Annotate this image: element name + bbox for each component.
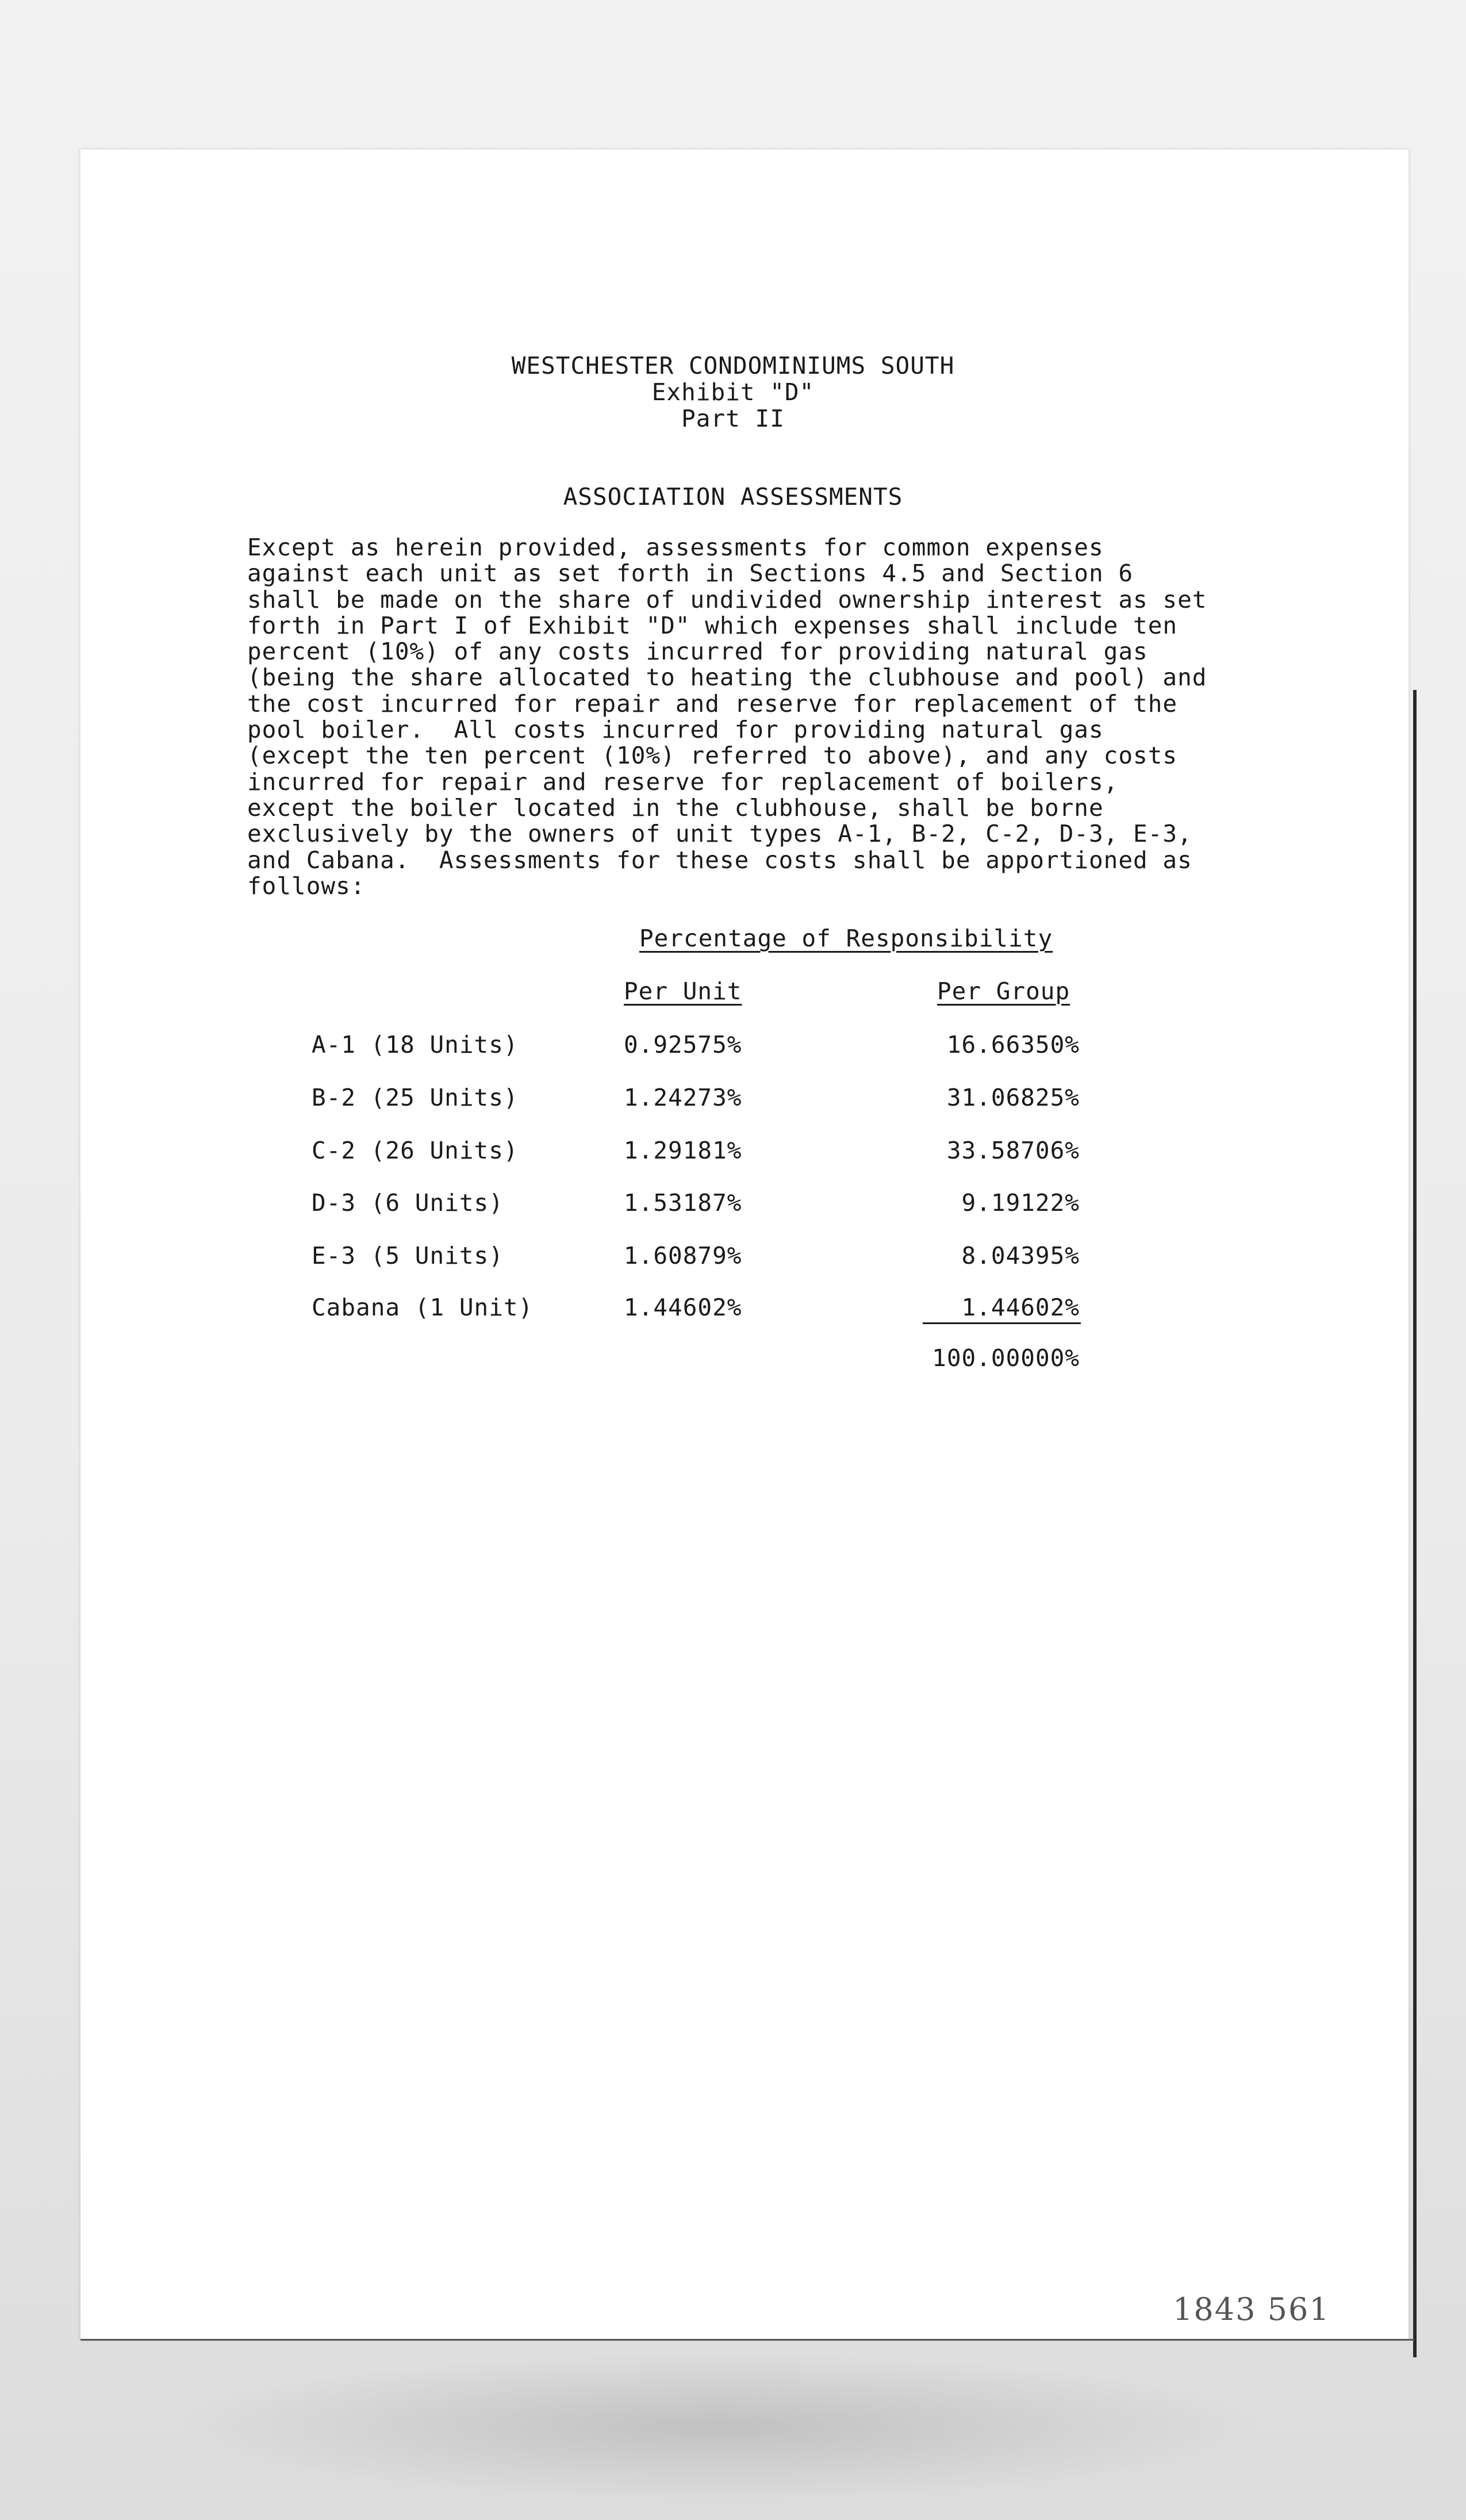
document-title: WESTCHESTER CONDOMINIUMS SOUTH [511, 352, 955, 379]
row-per-group: 9.19122% [961, 1189, 1080, 1217]
row-per-unit: 1.24273% [624, 1084, 742, 1111]
row-unit-type: E-3 (5 Units) [312, 1242, 504, 1269]
row-per-unit: 1.29181% [624, 1137, 742, 1164]
row-unit-type: D-3 (6 Units) [312, 1189, 504, 1217]
page-edge [1413, 690, 1417, 2357]
row-unit-type: A-1 (18 Units) [312, 1031, 519, 1058]
part-label: Part II [681, 405, 785, 432]
body-line: exclusively by the owners of unit types A-1, B-2, C-2, D-3, E-3, [247, 820, 1192, 848]
row-per-unit: 1.53187% [624, 1189, 742, 1217]
body-line: against each unit as set forth in Sections 4.5 and Section 6 [247, 559, 1134, 588]
page-edge-bottom [80, 2339, 1414, 2341]
row-per-group: 1.44602% [961, 1294, 1080, 1321]
column-header-per-group: Per Group [937, 977, 1070, 1005]
table-heading: Percentage of Responsibility [639, 925, 1053, 952]
body-paragraph [247, 535, 1294, 899]
body-line: (except the ten percent (10%) referred to above), and any costs [247, 742, 1178, 770]
row-unit-type: Cabana (1 Unit) [312, 1294, 534, 1321]
row-per-group: 16.66350% [946, 1031, 1080, 1058]
body-line: follows: [247, 872, 366, 900]
row-per-group: 8.04395% [961, 1242, 1080, 1269]
scan-shadow [172, 2352, 1265, 2501]
body-line: (being the share allocated to heating the clubhouse and pool) and [247, 663, 1207, 692]
body-line: shall be made on the share of undivided ownership interest as set [247, 585, 1207, 613]
body-line: forth in Part I of Exhibit "D" which expenses shall include ten [247, 611, 1178, 639]
table-total: 100.00000% [932, 1344, 1080, 1372]
document-page [80, 149, 1409, 2340]
row-per-unit: 0.92575% [624, 1031, 742, 1058]
row-per-unit: 1.44602% [624, 1294, 742, 1321]
row-unit-type: B-2 (25 Units) [312, 1084, 519, 1111]
body-line: the cost incurred for repair and reserve for replacement of the [247, 689, 1178, 718]
body-line: except the boiler located in the clubhouse, shall be borne [247, 793, 1104, 822]
total-rule [923, 1322, 1081, 1324]
body-line: Except as herein provided, assessments for common expenses [247, 534, 1104, 561]
exhibit-label: Exhibit "D" [651, 378, 815, 406]
row-unit-type: C-2 (26 Units) [312, 1137, 519, 1164]
body-line: incurred for repair and reserve for replacement of boilers, [247, 768, 1119, 796]
body-line: percent (10%) of any costs incurred for providing natural gas [247, 638, 1148, 666]
row-per-unit: 1.60879% [624, 1242, 742, 1269]
column-header-per-unit: Per Unit [624, 977, 742, 1005]
row-per-group: 33.58706% [946, 1137, 1080, 1164]
body-line: and Cabana. Assessments for these costs shall be apportioned as [247, 846, 1192, 874]
section-title: ASSOCIATION ASSESSMENTS [563, 483, 903, 511]
page-number: 1843 561 [1173, 2291, 1330, 2327]
body-line: pool boiler. All costs incurred for providing natural gas [247, 716, 1104, 744]
row-per-group: 31.06825% [946, 1084, 1080, 1111]
